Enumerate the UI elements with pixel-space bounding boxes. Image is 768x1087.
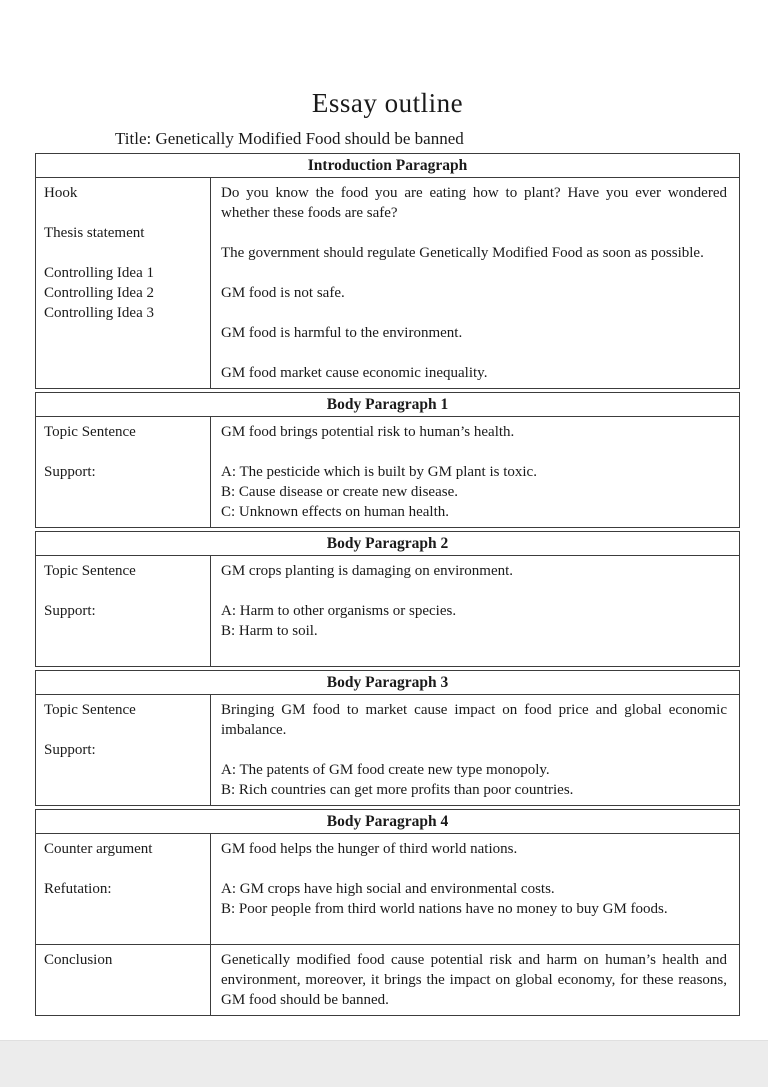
label-line [44,243,202,263]
essay-title: Title: Genetically Modified Food should be banned [115,129,464,148]
content-line [221,641,727,661]
content-line: B: Harm to soil. [221,623,318,639]
table-row [36,417,739,527]
label-line: Counter argument [44,841,153,857]
label-cell [36,834,211,944]
label-line: Topic Sentence [44,424,136,440]
label-line: Hook [44,185,78,201]
table-row [36,695,739,805]
label-cell [36,695,211,805]
content-line: GM food helps the hunger of third world nations. [221,841,518,857]
content-line [221,919,727,939]
content-cell [211,695,739,805]
section-header: Body Paragraph 1 [36,393,739,417]
label-line: Controlling Idea 1 [44,265,154,281]
content-cell [211,556,739,666]
content-line [221,223,727,243]
content-line [221,859,727,879]
section-header: Body Paragraph 3 [36,671,739,695]
content-line: C: Unknown effects on human health. [221,504,450,520]
content-line [221,263,727,283]
label-cell [36,417,211,527]
content-cell [211,417,739,527]
content-line [221,581,727,601]
outline-section [35,809,740,1016]
label-line: Thesis statement [44,225,145,241]
label-line: Support: [44,742,96,758]
content-line: Do you know the food you are eating how to plant? Have you ever wondered whether these foods are safe? [221,185,727,221]
content-line: GM crops planting is damaging on environment. [221,563,514,579]
outline-section [35,392,740,528]
label-cell [36,556,211,666]
outline-table [35,153,740,1016]
label-cell [36,178,211,388]
content-line: A: Harm to other organisms or species. [221,603,457,619]
label-line: Conclusion [44,952,113,968]
content-line [221,303,727,323]
content-cell [211,834,739,944]
table-row [36,834,739,944]
content-line [221,740,727,760]
content-line: GM food is harmful to the environment. [221,325,463,341]
page-margin-background [0,1040,768,1087]
table-row [36,556,739,666]
outline-section [35,531,740,667]
table-row [36,944,739,1015]
content-line: A: The pesticide which is built by GM plant is toxic. [221,464,537,480]
label-line: Refutation: [44,881,112,897]
label-cell [36,945,211,1015]
label-line [44,442,202,462]
label-line: Topic Sentence [44,563,136,579]
label-line [44,581,202,601]
label-line: Support: [44,464,96,480]
label-line: Controlling Idea 2 [44,285,154,301]
content-line: B: Cause disease or create new disease. [221,484,458,500]
content-line [221,343,727,363]
label-line: Support: [44,603,96,619]
table-row [36,178,739,388]
content-line: GM food brings potential risk to human’s health. [221,424,515,440]
content-cell [211,178,739,388]
content-line: B: Rich countries can get more profits than poor countries. [221,782,574,798]
content-line: GM food is not safe. [221,285,345,301]
page-title: Essay outline [311,88,464,118]
outline-section [35,153,740,389]
content-line: GM food market cause economic inequality. [221,365,488,381]
content-line: Genetically modified food cause potential risk and harm on human’s health and environment, moreover, it brings the impact on global economy, for these reasons, GM food should be banned. [221,952,727,1008]
section-header: Introduction Paragraph [36,154,739,178]
label-line [44,203,202,223]
content-line [221,442,727,462]
label-line: Controlling Idea 3 [44,305,154,321]
content-line: B: Poor people from third world nations have no money to buy GM foods. [221,901,668,917]
outline-section [35,670,740,806]
content-line: A: GM crops have high social and environmental costs. [221,881,555,897]
content-line: Bringing GM food to market cause impact on food price and global economic imbalance. [221,702,727,738]
section-header: Body Paragraph 4 [36,810,739,834]
label-line [44,720,202,740]
label-line [44,859,202,879]
content-line: The government should regulate Genetically Modified Food as soon as possible. [221,245,704,261]
label-line: Topic Sentence [44,702,136,718]
content-line: A: The patents of GM food create new type monopoly. [221,762,550,778]
section-header: Body Paragraph 2 [36,532,739,556]
content-cell [211,945,739,1015]
